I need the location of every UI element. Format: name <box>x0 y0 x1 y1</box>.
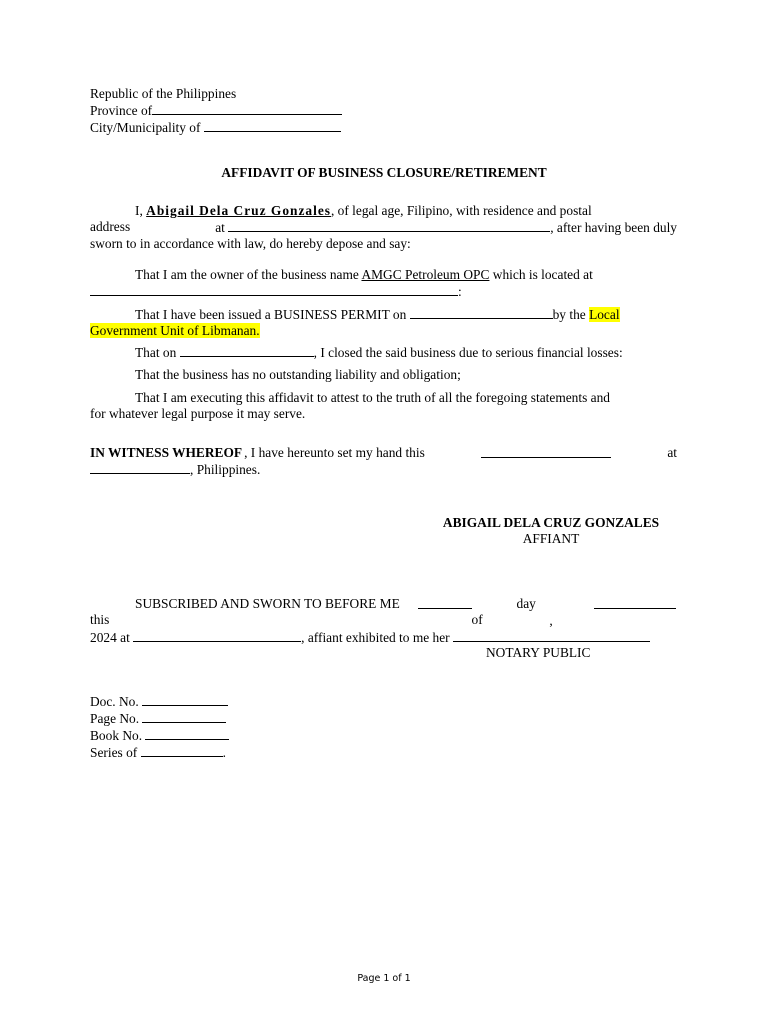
book-no: Book No. <box>90 727 229 744</box>
owner-paragraph <box>90 267 677 300</box>
affiant-name: ABIGAIL DELA CRUZ GONZALES <box>442 515 660 530</box>
permit-line-2 <box>90 323 677 339</box>
executing-paragraph <box>90 390 677 422</box>
owner-line-1: That I am the owner of the business name AMGC Petroleum OPC which is located at <box>135 267 593 282</box>
closure-date-blank <box>180 344 314 357</box>
business-name: AMGC Petroleum OPC <box>361 267 490 282</box>
jurat-line-2: 2024 at , affiant exhibited to me her <box>90 629 678 646</box>
executing-line-2: for whatever legal purpose it may serve. <box>90 406 306 421</box>
series-blank <box>141 744 223 757</box>
intro-line-2: address at , after having been duly <box>90 219 677 235</box>
closed-paragraph: That on , I closed the said business due to serious financial losses: <box>135 345 623 360</box>
document-header <box>90 86 342 136</box>
witness-place-blank <box>90 461 190 474</box>
page-no-blank <box>142 710 226 723</box>
permit-date-blank <box>410 306 553 319</box>
header-city: City/Municipality of <box>90 119 342 136</box>
affiant-block <box>420 515 682 547</box>
intro-line-1: I, Abigail Dela Cruz Gonzales, of legal age, Filipino, with residence and postal <box>135 203 592 218</box>
executing-line-1: That I am executing this affidavit to attest to the truth of all the foregoing statements and <box>135 390 610 405</box>
city-blank <box>204 119 341 132</box>
notarial-register <box>90 693 229 761</box>
witness-line-2: , Philippines. <box>90 461 677 478</box>
jurat-month-blank <box>594 596 676 609</box>
permit-paragraph <box>90 306 677 339</box>
lgu-highlight-1: Local <box>589 307 620 322</box>
jurat-day-blank <box>418 596 471 609</box>
jurat-place-blank <box>133 629 301 642</box>
intro-paragraph <box>90 203 677 252</box>
witness-line-1: IN WITNESS WHEREOF , I have hereunto set my hand this at <box>90 445 677 460</box>
jurat-id-blank <box>453 629 650 642</box>
affiant-label: AFFIANT <box>522 531 580 546</box>
book-no-blank <box>145 727 229 740</box>
owner-line-2: : <box>90 283 677 300</box>
lgu-highlight-2: Government Unit of Libmanan. <box>90 323 260 338</box>
witness-paragraph <box>90 445 677 478</box>
province-blank <box>152 102 342 115</box>
header-province: Province of <box>90 102 342 119</box>
doc-no: Doc. No. <box>90 693 229 710</box>
affiant-name-inline: Abigail Dela Cruz Gonzales <box>146 203 331 218</box>
doc-no-blank <box>142 693 228 706</box>
series-of: Series of . <box>90 745 226 760</box>
page-no: Page No. <box>90 710 229 727</box>
liability-paragraph: That the business has no outstanding liability and obligation; <box>135 367 461 382</box>
document-title: AFFIDAVIT OF BUSINESS CLOSURE/RETIREMENT <box>221 165 547 180</box>
notary-public-label: NOTARY PUBLIC <box>486 645 591 660</box>
page-footer: Page 1 of 1 <box>357 973 411 984</box>
jurat-paragraph <box>90 596 678 646</box>
permit-line-1: That I have been issued a BUSINESS PERMIT on by the Local <box>135 307 620 322</box>
header-republic: Republic of the Philippines <box>90 86 237 101</box>
residence-blank <box>228 219 550 232</box>
jurat-line-1: SUBSCRIBED AND SWORN TO BEFORE ME this day of , <box>90 596 678 629</box>
witness-date-blank <box>481 445 611 458</box>
intro-line-3: sworn to in accordance with law, do hereby depose and say: <box>90 236 411 251</box>
location-blank <box>90 283 458 296</box>
